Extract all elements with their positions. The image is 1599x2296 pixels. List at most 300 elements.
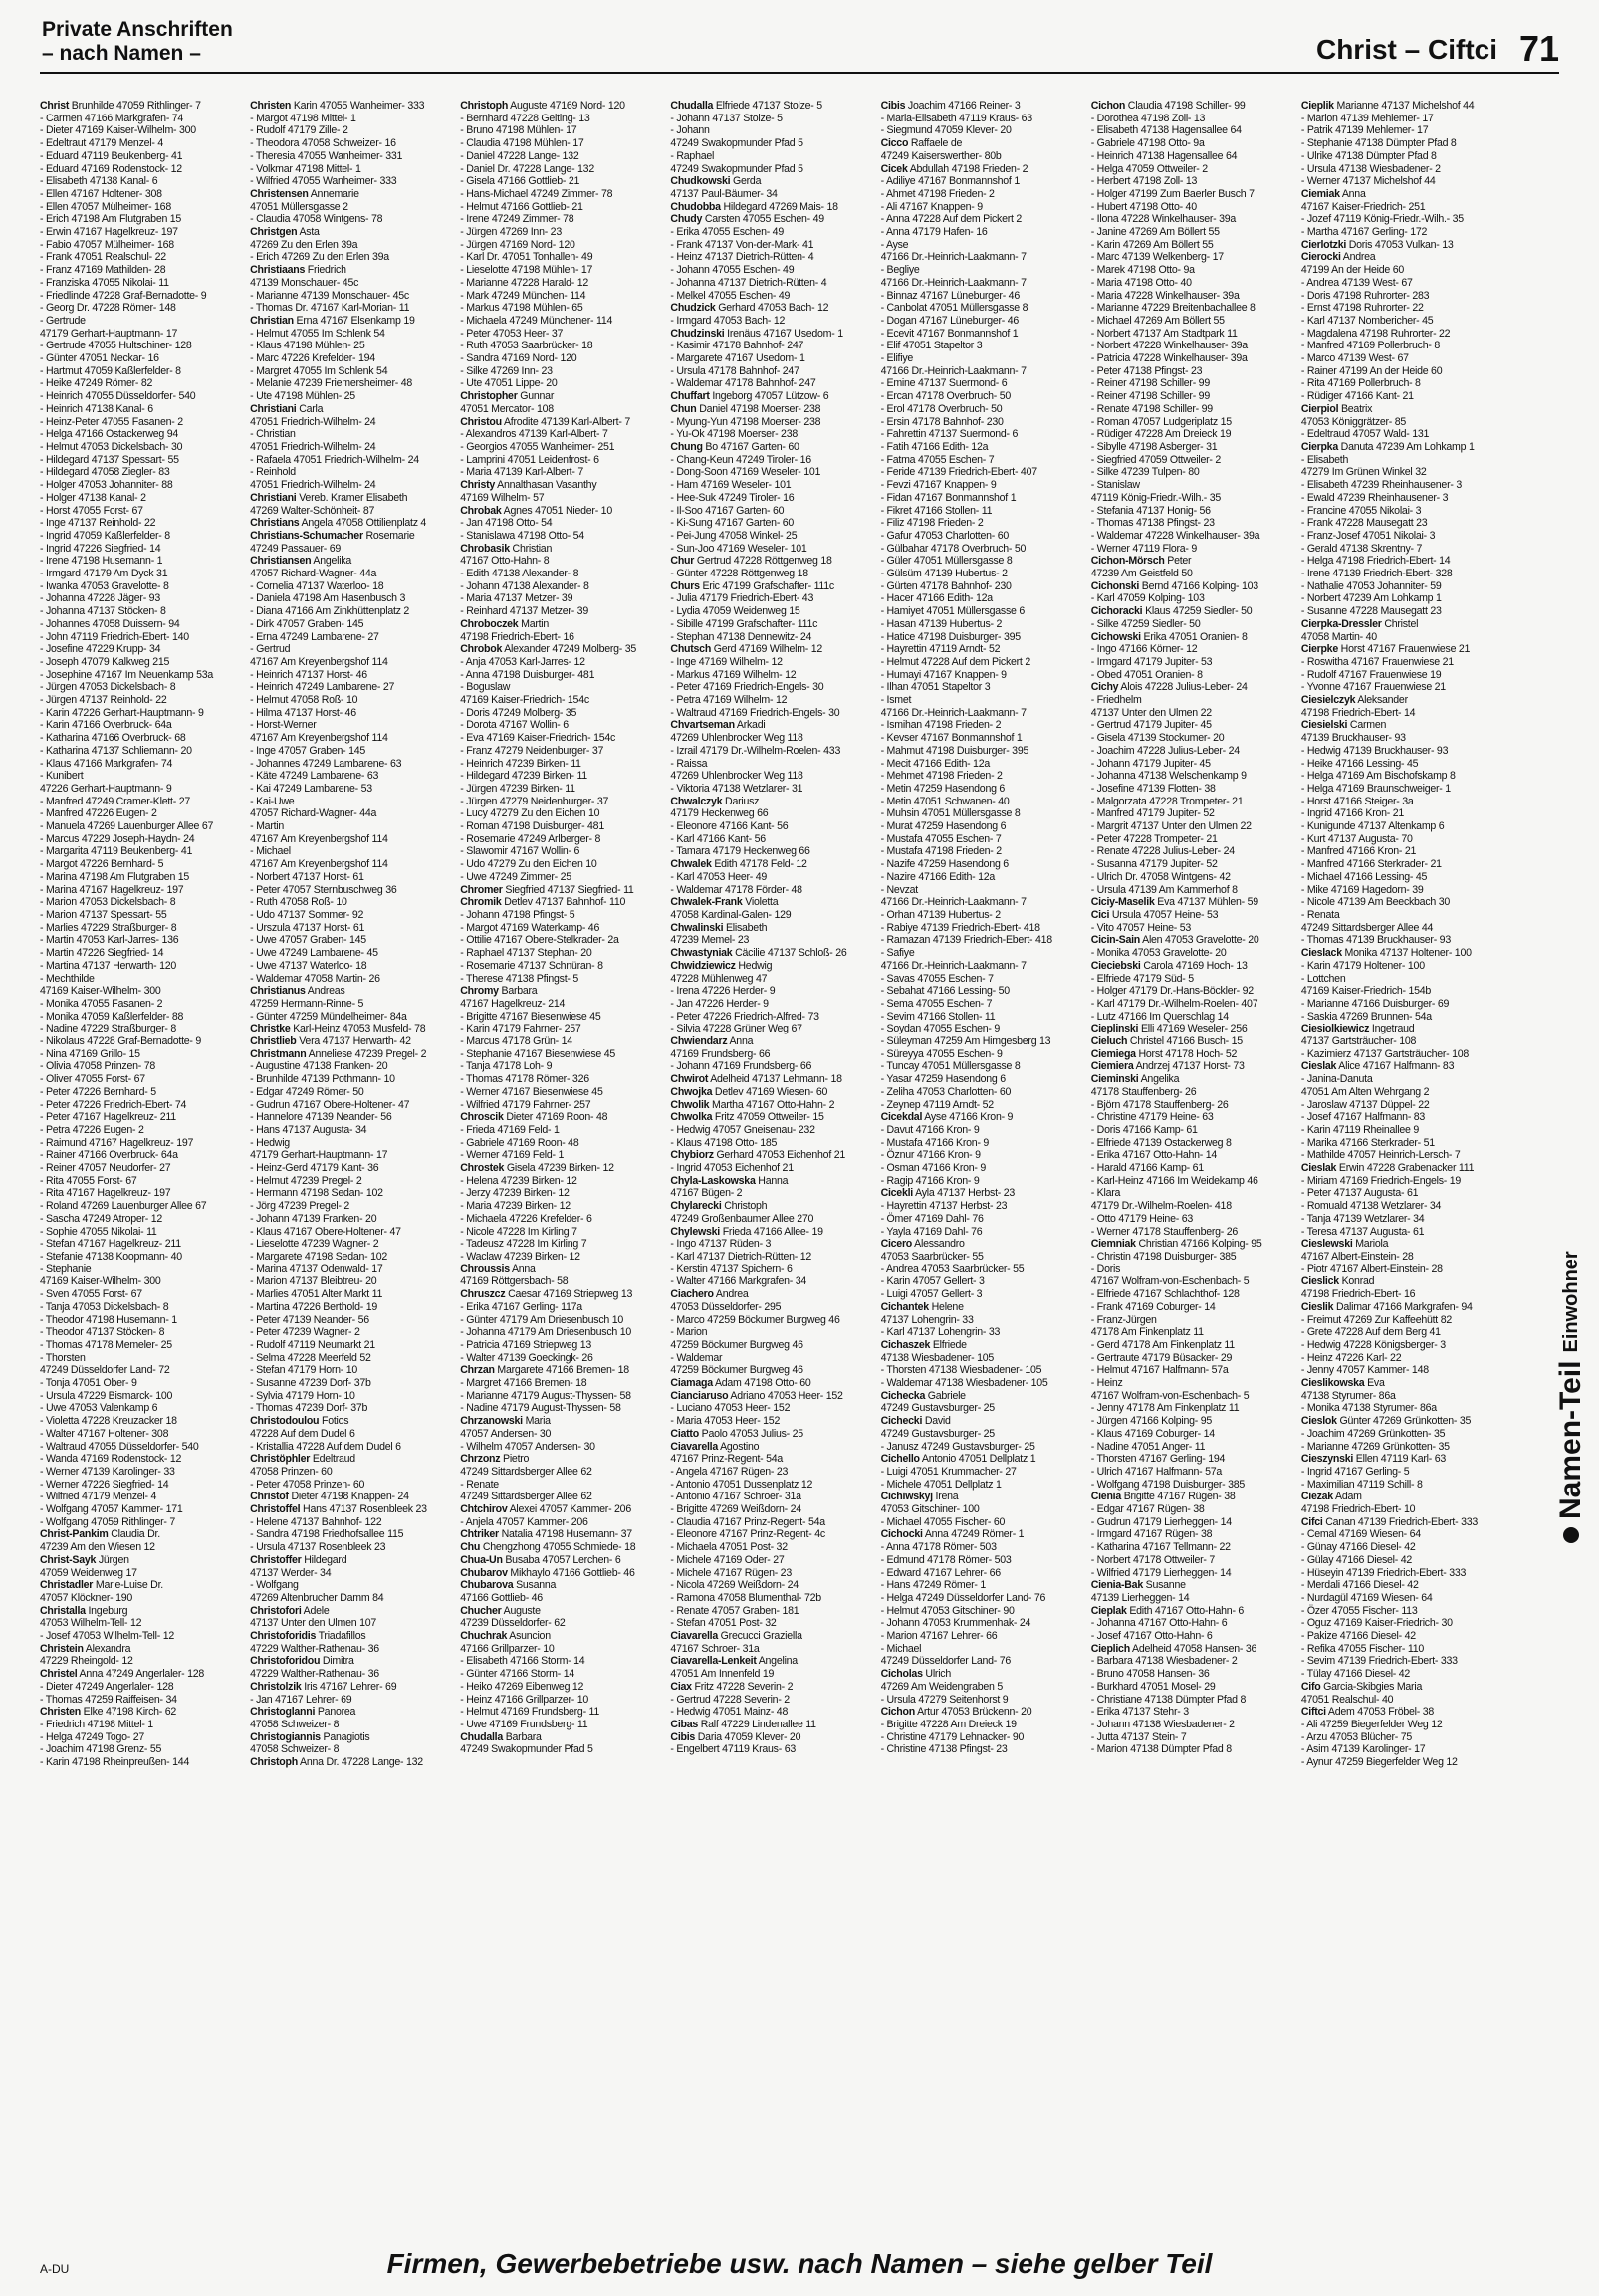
directory-entry: - Pakize 47166 Diesel- 42 [1300, 1630, 1416, 1643]
directory-entry: Cichantek Helene [880, 1300, 964, 1313]
directory-entry: 47239 Düsseldorfer- 62 [460, 1617, 566, 1630]
directory-entry: - Klaus 47169 Coburger- 14 [1090, 1427, 1215, 1440]
directory-entry: - Stefanie 47138 Koopmann- 40 [40, 1250, 182, 1263]
directory-column-4 [670, 100, 872, 2222]
directory-entry: 47167 Prinz-Regent- 54a [670, 1453, 784, 1466]
directory-entry: Cicek Abdullah 47198 Frieden- 2 [880, 162, 1028, 175]
directory-entry: Chyla-Laskowska Hanna [670, 1174, 789, 1187]
directory-entry: 47249 Swakopmunder Pfad 5 [670, 137, 803, 150]
directory-entry: - Marianne 47229 Breitenbachallee 8 [1090, 302, 1256, 315]
directory-entry: - Heinz 47137 Dietrich-Rütten- 4 [670, 251, 814, 264]
directory-entry: Christoforidis Triadafillos [250, 1630, 366, 1643]
directory-entry: 47179 Gerhart-Hauptmann- 17 [250, 1149, 388, 1162]
directory-entry: - Karin 47119 Rheinallee 9 [1300, 1123, 1420, 1136]
directory-entry: - Norbert 47178 Ottweiler- 7 [1090, 1553, 1216, 1566]
directory-entry: - Kasimir 47178 Bahnhof- 247 [670, 340, 804, 352]
directory-entry: Chwirot Adelheid 47137 Lehmann- 18 [670, 1073, 842, 1086]
directory-entry: - Heinrich 47138 Hagensallee 64 [1090, 149, 1238, 162]
directory-entry: Christel Anna 47249 Angerlaler- 128 [40, 1668, 204, 1681]
directory-entry: - Thomas 47178 Memeler- 25 [40, 1338, 172, 1351]
directory-entry: - Stephanie 47138 Dümpter Pfad 8 [1300, 137, 1457, 150]
directory-entry: - Michaela 47249 Münchener- 114 [460, 314, 613, 327]
directory-entry: - Elifiye [880, 352, 914, 365]
directory-entry: - Norbert 47137 Am Stadtpark 11 [1090, 327, 1238, 340]
directory-entry: Cieslewski Mariola [1300, 1238, 1389, 1251]
directory-entry: - Helga 47166 Ostackerweg 94 [40, 428, 179, 441]
directory-entry: - Erika 47167 Gerling- 117a [460, 1300, 582, 1313]
directory-entry: Chun Daniel 47198 Moerser- 238 [670, 402, 821, 415]
directory-entry: - Muhsin 47051 Müllersgasse 8 [880, 807, 1021, 820]
directory-entry: Christensen Annemarie [250, 187, 359, 200]
directory-entry: - Kai 47249 Lambarene- 53 [250, 782, 372, 795]
directory-entry: 47269 Zu den Erlen 39a [250, 238, 358, 251]
directory-entry: - Stefan 47051 Post- 32 [670, 1617, 777, 1630]
directory-entry: - Rudolf 47167 Frauenwiese 19 [1300, 668, 1442, 681]
directory-entry: - Chang-Keun 47249 Tiroler- 16 [670, 453, 811, 466]
directory-entry: Christ Brunhilde 47059 Rithlinger- 7 [40, 100, 201, 112]
directory-entry: 47167 Am Kreyenbergshof 114 [250, 832, 388, 845]
directory-entry: - Peter 47058 Prinzen- 60 [250, 1478, 365, 1491]
directory-entry: 47053 Gitschiner- 100 [880, 1503, 980, 1516]
directory-entry: - Iwanka 47053 Gravelotte- 8 [40, 579, 169, 592]
directory-entry: - Davut 47166 Kron- 9 [880, 1123, 980, 1136]
directory-entry: - Ki-Sung 47167 Garten- 60 [670, 517, 795, 530]
directory-entry: 47051 Friedrich-Wilhelm- 24 [250, 440, 376, 453]
directory-entry: Cierpka-Dressler Christel [1300, 617, 1419, 630]
directory-entry: - Kazimierz 47137 Gartsträucher- 108 [1300, 1047, 1470, 1060]
directory-entry: - Mustafa 47166 Kron- 9 [880, 1136, 990, 1149]
directory-entry: Chromy Barbara [460, 985, 538, 998]
directory-entry: - Johann 47179 Jupiter- 45 [1090, 757, 1211, 770]
directory-entry: 47167 Am Kreyenbergshof 114 [250, 858, 388, 871]
directory-entry: - Roswitha 47167 Frauenwiese 21 [1300, 655, 1454, 668]
directory-entry: - Günay 47166 Diesel- 42 [1300, 1541, 1416, 1554]
directory-entry: 47051 Am Innenfeld 19 [670, 1668, 775, 1681]
directory-entry: 47167 Kaiser-Friedrich- 251 [1300, 200, 1426, 213]
directory-entry: 47166 Grillparzer- 10 [460, 1642, 555, 1655]
directory-entry: - Waldemar 47138 Wiesbadener- 105 [880, 1377, 1048, 1390]
directory-entry: - Ingo 47166 Körner- 12 [1090, 643, 1198, 656]
directory-entry: 47119 König-Friedr.-Wilh.- 35 [1090, 491, 1222, 504]
directory-entry: Cierocki Andrea [1300, 251, 1376, 264]
directory-entry: - Christine 47179 Heine- 63 [1090, 1111, 1214, 1124]
directory-entry: 47179 Gerhart-Hauptmann- 17 [40, 327, 178, 340]
directory-entry: 47229 Rheingold- 12 [40, 1655, 133, 1668]
directory-entry: - Rudolf 47119 Neumarkt 21 [250, 1338, 375, 1351]
directory-entry: - Ulrike 47138 Dümpter Pfad 8 [1300, 149, 1437, 162]
directory-entry: - Friedhelm [1090, 694, 1142, 707]
directory-entry: - Adiliye 47167 Bonmannshof 1 [880, 175, 1020, 188]
directory-entry: - Ilhan 47051 Stapeltor 3 [880, 681, 991, 694]
directory-entry: - Uwe 47249 Lambarene- 45 [250, 947, 378, 960]
directory-entry: - Augustine 47138 Franken- 20 [250, 1060, 388, 1073]
directory-entry: - Hartmut 47059 Kaßlerfelder- 8 [40, 364, 181, 377]
directory-entry: Christoforidou Dimitra [250, 1655, 354, 1668]
directory-entry: - Heinrich 47249 Lambarene- 27 [250, 681, 395, 694]
directory-entry: - Doris 47249 Molberg- 35 [460, 706, 577, 719]
directory-entry: - Christin 47198 Duisburger- 385 [1090, 1250, 1237, 1263]
directory-entry: 47139 Lierheggen- 14 [1090, 1591, 1190, 1604]
directory-entry: - Erol 47178 Overbruch- 50 [880, 402, 1003, 415]
directory-entry: - Edmund 47178 Römer- 503 [880, 1553, 1012, 1566]
directory-entry: - Gertrude [40, 314, 86, 327]
directory-entry: 47269 Walter-Schönheit- 87 [250, 504, 375, 517]
bullet-icon [1563, 1527, 1579, 1543]
directory-entry: - Gudrun 47179 Lierheggen- 14 [1090, 1515, 1232, 1528]
directory-entry: - Waldemar 47058 Martin- 26 [250, 972, 380, 985]
directory-entry: - Karl 47137 Nombericher- 45 [1300, 314, 1434, 327]
directory-entry: - Mahmut 47198 Duisburger- 395 [880, 744, 1029, 757]
directory-entry: - Marion [670, 1326, 708, 1339]
directory-entry: - Martin 47226 Siegfried- 14 [40, 947, 164, 960]
directory-entry: - Michaela 47226 Krefelder- 6 [460, 1212, 592, 1225]
directory-entry: - Manfred 47226 Eugen- 2 [40, 807, 157, 820]
directory-entry: - Kunibert [40, 770, 84, 783]
directory-entry: - Ulrich Dr. 47058 Wintgens- 42 [1090, 870, 1231, 883]
directory-entry: Christiansen Angelika [250, 555, 352, 568]
directory-entry: - Klaus 47198 Otto- 185 [670, 1136, 778, 1149]
directory-entry: - Rosemarie 47249 Arlberger- 8 [460, 832, 601, 845]
directory-entry: - Friedrich 47198 Mittel- 1 [40, 1719, 153, 1730]
directory-entry: - Andrea 47139 West- 67 [1300, 276, 1413, 289]
directory-entry: - Karl 47053 Heer- 49 [670, 870, 768, 883]
directory-entry: - Heinrich 47138 Kanal- 6 [40, 402, 153, 415]
directory-entry: - Stephanie [40, 1263, 92, 1275]
directory-entry: 47167 Otto-Hahn- 8 [460, 555, 550, 568]
directory-entry: - Horst-Werner [250, 719, 317, 732]
directory-entry: - Tanja 47053 Dickelsbach- 8 [40, 1300, 169, 1313]
directory-entry: - Peter 47138 Pfingst- 23 [1090, 364, 1203, 377]
directory-entry: - Jürgen 47169 Nord- 120 [460, 238, 575, 251]
directory-entry: - Ruth 47058 Roß- 10 [250, 896, 347, 909]
directory-entry: - Klaus 47167 Obere-Holtener- 47 [250, 1225, 401, 1238]
directory-entry: - Hacer 47166 Edith- 12a [880, 592, 993, 605]
directory-entry: - Marco 47139 West- 67 [1300, 352, 1409, 365]
directory-entry: - Ingrid 47167 Gerling- 5 [1300, 1465, 1410, 1478]
directory-entry: Chrobasik Christian [460, 542, 553, 555]
directory-entry: - Ruth 47053 Saarbrücker- 18 [460, 340, 593, 352]
directory-entry: - Cemal 47169 Wiesen- 64 [1300, 1528, 1421, 1541]
directory-entry: 47058 Schweizer- 8 [250, 1743, 340, 1756]
directory-entry: - Sylvia 47179 Horn- 10 [250, 1389, 355, 1402]
directory-entry: - Johann 47139 Franken- 20 [250, 1212, 377, 1225]
directory-entry: - Franz-Jürgen [1090, 1313, 1157, 1326]
directory-entry: - Sebahat 47166 Lessing- 50 [880, 985, 1010, 998]
directory-entry: 47229 Walther-Rathenau- 36 [250, 1642, 379, 1655]
directory-entry: - Marcus 47178 Grün- 14 [460, 1035, 572, 1048]
directory-entry: - Monika 47059 Kaßlerfelder- 88 [40, 1010, 184, 1023]
directory-entry: - Thomas 47259 Raiffeisen- 34 [40, 1693, 177, 1706]
directory-entry: 47058 Schweizer- 8 [250, 1719, 340, 1730]
directory-entry: 47051 Friedrich-Wilhelm- 24 [250, 479, 376, 492]
directory-column-6 [1091, 100, 1293, 2222]
directory-entry: - Elfriede 47179 Süd- 5 [1090, 972, 1194, 985]
directory-entry: Cieslak Alice 47167 Halfmann- 83 [1300, 1060, 1455, 1073]
directory-entry: - Doris 47166 Kamp- 61 [1090, 1123, 1198, 1136]
directory-entry: Chwiendarz Anna [670, 1035, 754, 1048]
directory-entry: Chucher Auguste [460, 1604, 541, 1617]
directory-entry: 47166 Gottlieb- 46 [460, 1591, 543, 1604]
directory-entry: - Jozef 47119 König-Friedr.-Wilh.- 35 [1300, 213, 1464, 226]
directory-entry: - Manuela 47269 Lauenburger Allee 67 [40, 820, 214, 833]
directory-entry: - Nicole 47228 Im Kirling 7 [460, 1225, 577, 1238]
directory-entry: - Monika 47055 Fasanen- 2 [40, 997, 163, 1010]
directory-entry: - Ellen 47167 Holtener- 308 [40, 187, 162, 200]
directory-entry: Chrostek Gisela 47239 Birken- 12 [460, 1162, 614, 1175]
directory-entry: 47167 Am Kreyenbergshof 114 [250, 732, 388, 745]
directory-entry: - Hüseyin 47139 Friedrich-Ebert- 333 [1300, 1566, 1467, 1579]
directory-entry: - Frank 47137 Von-der-Mark- 41 [670, 238, 814, 251]
directory-entry: - Roland 47269 Lauenburger Allee 67 [40, 1200, 207, 1213]
directory-entry: - Sibylle 47198 Asberger- 31 [1090, 440, 1218, 453]
directory-entry: - Lieselotte 47239 Wagner- 2 [250, 1238, 379, 1251]
directory-entry: - Gudrun 47167 Obere-Holtener- 47 [250, 1098, 410, 1111]
directory-entry: - Fabio 47057 Mülheimer- 168 [40, 238, 174, 251]
directory-entry: - Selma 47228 Meerfeld 52 [250, 1351, 371, 1364]
directory-entry: - Siegfried 47059 Ottweiler- 2 [1090, 453, 1221, 466]
directory-entry: - Manfred 47166 Sterkrader- 21 [1300, 858, 1442, 871]
directory-entry: - Metin 47259 Hasendong 6 [880, 782, 1006, 795]
directory-entry: - Refika 47055 Fischer- 110 [1300, 1642, 1425, 1655]
directory-entry: - Elisabeth 47166 Storm- 14 [460, 1655, 585, 1668]
directory-entry: Ciax Fritz 47228 Severin- 2 [670, 1680, 794, 1693]
directory-entry: - Petra 47226 Eugen- 2 [40, 1123, 144, 1136]
directory-entry: Cierpka Danuta 47239 Am Lohkamp 1 [1300, 440, 1475, 453]
directory-entry: - Freimut 47269 Zur Kaffeehütt 82 [1300, 1313, 1452, 1326]
directory-entry: - Reiner 47198 Schiller- 99 [1090, 390, 1210, 403]
directory-entry: - Kunigunde 47137 Altenkamp 6 [1300, 820, 1445, 833]
directory-entry: Chur Gertrud 47228 Röttgenweg 18 [670, 555, 832, 568]
directory-entry: - Hubert 47198 Otto- 40 [1090, 200, 1197, 213]
directory-entry: - Heiko 47269 Eibenweg 12 [460, 1680, 584, 1693]
directory-entry: 47179 Heckenweg 66 [670, 807, 769, 820]
directory-entry: Christein Alexandra [40, 1642, 131, 1655]
directory-entry: - Brigitte 47269 Weißdorn- 24 [670, 1503, 801, 1516]
directory-entry: - Helmut 47228 Auf dem Pickert 2 [880, 655, 1030, 668]
directory-entry: Chwolka Fritz 47059 Ottweiler- 15 [670, 1111, 824, 1124]
directory-entry: - Gertrude 47055 Hultschiner- 128 [40, 340, 192, 352]
directory-entry: - Siegmund 47059 Klever- 20 [880, 124, 1012, 137]
directory-entry: - Marc 47139 Welkenberg- 17 [1090, 251, 1224, 264]
directory-entry: - Raimund 47167 Hagelkreuz- 197 [40, 1136, 194, 1149]
directory-entry: - Daniel Dr. 47228 Lange- 132 [460, 162, 594, 175]
directory-entry: - Margarita 47119 Beukenberg- 41 [40, 845, 193, 858]
directory-entry: - Luciano 47053 Heer- 152 [670, 1402, 791, 1415]
directory-entry: - Hee-Suk 47249 Tiroler- 16 [670, 491, 795, 504]
directory-entry: - Norbert 47239 Am Lohkamp 1 [1300, 592, 1442, 605]
directory-entry: Chtriker Natalia 47198 Husemann- 37 [460, 1528, 632, 1541]
directory-entry: Cicin-Sain Alen 47053 Gravelotte- 20 [1090, 934, 1259, 947]
directory-entry: - Gertrud 47228 Severin- 2 [670, 1693, 790, 1706]
directory-entry: - Joachim 47198 Grenz- 55 [40, 1743, 162, 1756]
directory-entry: 47137 Gartsträucher- 108 [1300, 1035, 1417, 1048]
directory-entry: - Filiz 47198 Frieden- 2 [880, 517, 984, 530]
directory-entry: - Jürgen 47279 Neidenburger- 37 [460, 795, 609, 807]
directory-entry: - Günter 47166 Storm- 14 [460, 1668, 574, 1681]
directory-entry: - Angela 47167 Rügen- 23 [670, 1465, 789, 1478]
directory-entry: - Urszula 47137 Horst- 61 [250, 921, 365, 934]
directory-entry: - Claudia 47167 Prinz-Regent- 54a [670, 1515, 825, 1528]
directory-entry: - Heinz-Peter 47055 Fasanen- 2 [40, 415, 183, 428]
directory-entry: - Margrit 47137 Unter den Ulmen 22 [1090, 820, 1252, 833]
directory-entry: - Helmut 47166 Gottlieb- 21 [460, 200, 583, 213]
directory-entry: - Raphael 47137 Stephan- 20 [460, 947, 592, 960]
directory-entry: 47167 Schroer- 31a [670, 1642, 760, 1655]
directory-entry: - Markus 47198 Mühlen- 65 [460, 302, 583, 315]
directory-entry: - Johanna 47138 Welschenkamp 9 [1090, 770, 1247, 783]
directory-entry: Christadler Marie-Luise Dr. [40, 1579, 163, 1592]
directory-entry: - Orhan 47139 Hubertus- 2 [880, 909, 1001, 921]
directory-entry: - Janine 47269 Am Böllert 55 [1090, 226, 1220, 239]
directory-entry: Chudzick Gerhard 47053 Bach- 12 [670, 302, 829, 315]
directory-entry: - Peter 47053 Heer- 37 [460, 327, 564, 340]
directory-entry: Chwalinski Elisabeth [670, 921, 768, 934]
directory-entry: - Tuncay 47051 Müllersgasse 8 [880, 1060, 1021, 1073]
directory-entry: - Manfred 47249 Cramer-Klett- 27 [40, 795, 190, 807]
directory-entry: - Marion 47138 Dümpter Pfad 8 [1090, 1743, 1232, 1756]
directory-entry: 47051 Friedrich-Wilhelm- 24 [250, 415, 376, 428]
directory-entry: - Edgar 47167 Rügen- 38 [1090, 1503, 1205, 1516]
directory-entry: - Udo 47137 Sommer- 92 [250, 909, 364, 921]
directory-entry: Cichy Alois 47228 Julius-Leber- 24 [1090, 681, 1248, 694]
directory-entry: Ciesielczyk Aleksander [1300, 694, 1408, 707]
directory-entry: - Irene 47198 Husemann- 1 [40, 555, 163, 568]
directory-entry: - Karl-Heinz 47166 Im Weidekamp 46 [1090, 1174, 1258, 1187]
directory-entry: - Helga 47249 Düsseldorfer Land- 76 [880, 1591, 1046, 1604]
directory-entry: - Daniel 47228 Lange- 132 [460, 149, 579, 162]
directory-entry: - Dorota 47167 Wollin- 6 [460, 719, 569, 732]
directory-entry: Chwalek Edith 47178 Feld- 12 [670, 858, 807, 871]
directory-entry: - Eduard 47119 Beukenberg- 41 [40, 149, 183, 162]
directory-column-1 [40, 100, 242, 2222]
directory-entry: - Jenny 47057 Kammer- 148 [1300, 1364, 1429, 1377]
directory-entry: Cieslick Konrad [1300, 1275, 1375, 1288]
directory-entry: Ciavarella-Lenkeit Angelina [670, 1655, 798, 1668]
directory-entry: Cicco Raffaele de [880, 137, 963, 150]
directory-entry: - Monika 47138 Styrumer- 86a [1300, 1402, 1437, 1415]
directory-entry: - Olivia 47058 Prinzen- 78 [40, 1060, 155, 1073]
directory-entry: - Susanne 47239 Dorf- 37b [250, 1377, 371, 1390]
directory-entry: - Joachim 47269 Grünkotten- 35 [1300, 1427, 1446, 1440]
directory-entry: - Sema 47055 Eschen- 7 [880, 997, 993, 1010]
directory-entry: - Wolfgang 47198 Duisburger- 385 [1090, 1478, 1246, 1491]
directory-entry: Cichon-Mörsch Peter [1090, 555, 1192, 568]
directory-entry: - Walter 47167 Holtener- 308 [40, 1427, 169, 1440]
directory-entry: - Karin 47179 Fahrner- 257 [460, 1023, 581, 1035]
directory-entry: - Monika 47053 Gravelotte- 20 [1090, 947, 1227, 960]
directory-entry: - Lutz 47166 Im Querschlag 14 [1090, 1010, 1229, 1023]
directory-entry: 47249 Passauer- 69 [250, 542, 342, 555]
directory-entry: - Johann 47053 Krummenhak- 24 [880, 1617, 1031, 1630]
directory-entry: - Holger 47138 Kanal- 2 [40, 491, 146, 504]
directory-entry: Cieplik Marianne 47137 Michelshof 44 [1300, 100, 1475, 112]
directory-entry: Cichoracki Klaus 47259 Siedler- 50 [1090, 605, 1253, 618]
directory-entry: Chudkowski Gerda [670, 175, 762, 188]
directory-entry: - Heinz [1090, 1377, 1123, 1390]
directory-entry: 47178 Stauffenberg- 26 [1090, 1085, 1197, 1098]
directory-entry: - Margret 47166 Bremen- 18 [460, 1377, 587, 1390]
directory-entry: - Nurdagül 47169 Wiesen- 64 [1300, 1591, 1433, 1604]
directory-entry: - Thomas 47139 Bruckhauser- 93 [1300, 934, 1451, 947]
directory-entry: - Werner 47139 Karolinger- 33 [40, 1465, 175, 1478]
directory-entry: - Susanna 47179 Jupiter- 52 [1090, 858, 1218, 871]
directory-entry: - Osman 47166 Kron- 9 [880, 1162, 987, 1175]
directory-entry: - Yvonne 47167 Frauenwiese 21 [1300, 681, 1446, 694]
directory-entry: 47249 Swakopmunder Pfad 5 [460, 1743, 593, 1756]
directory-entry: - Brigitte 47167 Biesenwiese 45 [460, 1010, 601, 1023]
directory-entry: - Emine 47137 Suermond- 6 [880, 377, 1008, 390]
directory-entry: Christlieb Vera 47137 Herwarth- 42 [250, 1035, 411, 1048]
directory-entry: - Johann 47198 Pfingst- 5 [460, 909, 575, 921]
directory-entry: 47167 Wolfram-von-Eschenbach- 5 [1090, 1275, 1250, 1288]
directory-entry: - Thorsten 47138 Wiesbadener- 105 [880, 1364, 1042, 1377]
directory-entry: - Erich 47198 Am Flutgraben 15 [40, 213, 182, 226]
directory-entry: - Edith 47138 Alexander- 8 [460, 568, 579, 580]
directory-entry: 47051 Mercator- 108 [460, 402, 554, 415]
directory-entry: - Joseph 47079 Kalkweg 215 [40, 655, 170, 668]
directory-entry: Christopher Gunnar [460, 390, 555, 403]
directory-entry: - Wilfried 47179 Menzel- 4 [40, 1491, 157, 1503]
directory-entry: - Gisela 47139 Stockumer- 20 [1090, 732, 1225, 745]
directory-entry: - Ursula 47279 Seitenhorst 9 [880, 1693, 1009, 1706]
directory-entry: - Maria 47239 Birken- 12 [460, 1200, 571, 1213]
directory-entry: - Frank 47169 Coburger- 14 [1090, 1300, 1216, 1313]
directory-entry: Ciavarella Grecucci Graziella [670, 1630, 802, 1643]
directory-entry: - Käte 47249 Lambarene- 63 [250, 770, 379, 783]
directory-entry: - Alexandros 47139 Karl-Albert- 7 [460, 428, 608, 441]
directory-entry: - Sevim 47166 Stollen- 11 [880, 1010, 996, 1023]
directory-entry: - Ismihan 47198 Frieden- 2 [880, 719, 1002, 732]
directory-entry: - Marion 47167 Lehrer- 66 [880, 1630, 998, 1643]
directory-entry: - Ali 47259 Biegerfelder Weg 12 [1300, 1719, 1443, 1730]
directory-entry: - Holger 47053 Johanniter- 88 [40, 479, 173, 492]
directory-entry: Christogiannis Panagiotis [250, 1730, 370, 1743]
directory-entry: - Ayse [880, 238, 909, 251]
directory-entry: - Wolfgang 47057 Kammer- 171 [40, 1503, 183, 1516]
directory-entry: - Özer 47055 Fischer- 113 [1300, 1604, 1418, 1617]
directory-entry: - Gülay 47166 Diesel- 42 [1300, 1553, 1413, 1566]
directory-entry: - Waltraud 47055 Düsseldorfer- 540 [40, 1440, 199, 1453]
directory-entry: - Anna 47228 Auf dem Pickert 2 [880, 213, 1023, 226]
directory-entry: - Nikolaus 47228 Graf-Bernadotte- 9 [40, 1035, 202, 1048]
directory-entry: - Horst 47166 Steiger- 3a [1300, 795, 1414, 807]
directory-entry: - Jan 47167 Lehrer- 69 [250, 1693, 352, 1706]
directory-entry: - Nadine 47229 Straßburger- 8 [40, 1023, 177, 1035]
directory-entry: 47057 Andersen- 30 [460, 1427, 552, 1440]
directory-entry: Chvartseman Arkadi [670, 719, 766, 732]
directory-entry: - Hans-Michael 47249 Zimmer- 78 [460, 187, 613, 200]
directory-entry: - Ute 47051 Lippe- 20 [460, 377, 558, 390]
directory-entry: 47228 Auf dem Dudel 6 [250, 1427, 355, 1440]
directory-entry: - Ahmet 47198 Frieden- 2 [880, 187, 995, 200]
directory-entry: Chwalek-Frank Violetta [670, 896, 779, 909]
directory-entry: Christmann Anneliese 47239 Pregel- 2 [250, 1047, 427, 1060]
directory-entry: - Heinrich 47137 Horst- 46 [250, 668, 367, 681]
directory-entry: - Michael [880, 1642, 922, 1655]
directory-entry: 47179 Dr.-Wilhelm-Roelen- 418 [1090, 1200, 1232, 1213]
directory-entry: 47269 Uhlenbrocker Weg 118 [670, 732, 803, 745]
directory-entry: - Sun-Joo 47169 Weseler- 101 [670, 542, 807, 555]
directory-entry: - Jerzy 47239 Birken- 12 [460, 1187, 570, 1200]
directory-entry: Ciatto Paolo 47053 Julius- 25 [670, 1427, 803, 1440]
directory-entry: - Heike 47166 Lessing- 45 [1300, 757, 1419, 770]
directory-entry: - Marek 47198 Otto- 9a [1090, 264, 1195, 277]
directory-entry: - Boguslaw [460, 681, 511, 694]
directory-entry: - Dieter 47249 Angerlaler- 128 [40, 1680, 174, 1693]
directory-entry: - Michael 47269 Am Böllert 55 [1090, 314, 1225, 327]
directory-entry: Ciftci Adem 47053 Fröbel- 38 [1300, 1706, 1434, 1719]
directory-entry: - Stephan 47138 Dennewitz- 24 [670, 630, 812, 643]
